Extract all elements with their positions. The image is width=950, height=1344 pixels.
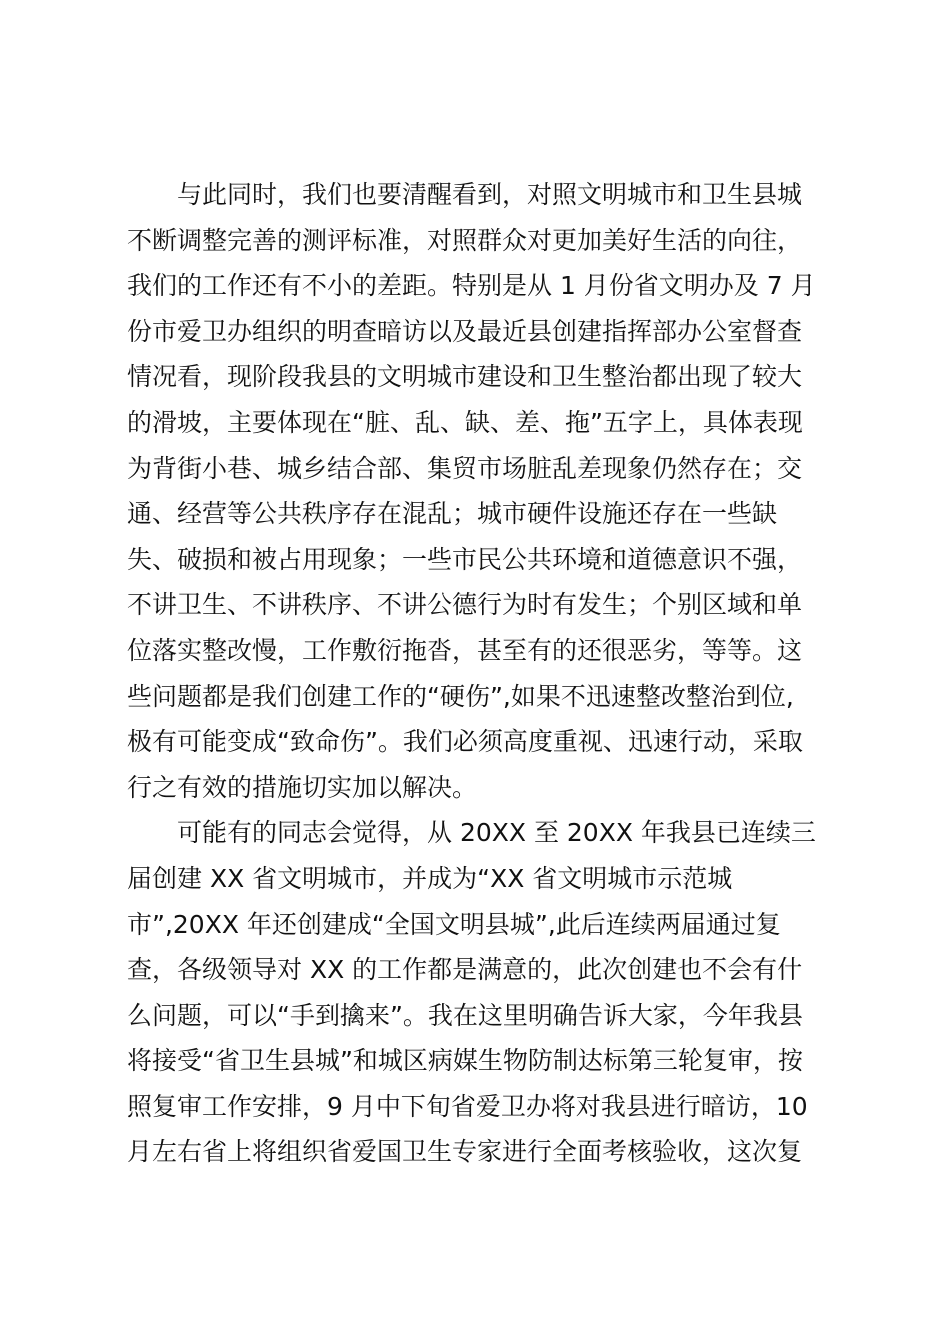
paragraph-2 (127, 810, 827, 1175)
text-line: 可能有的同志会觉得，从 20XX 至 20XX 年我县已连续三 (177, 818, 816, 848)
text-line: 不断调整完善的测评标准，对照群众对更加美好生活的向往， (127, 225, 803, 255)
text-line: 照复审工作安排，9 月中下旬省爱卫办将对我县进行暗访，10 (127, 1091, 808, 1121)
text-line: 通、经营等公共秩序存在混乱；城市硬件设施还存在一些缺 (127, 499, 778, 529)
text-line: 的滑坡，主要体现在“脏、乱、缺、差、拖”五字上，具体表现 (127, 407, 803, 437)
text-line: 市”,20XX 年还创建成“全国文明县城”,此后连续两届通过复 (127, 909, 781, 939)
text-line: 不讲卫生、不讲秩序、不讲公德行为时有发生；个别区域和单 (127, 590, 803, 620)
text-line: 我们的工作还有不小的差距。特别是从 1 月份省文明办及 7 月 (127, 271, 816, 301)
paragraph-1 (127, 172, 827, 810)
text-line: 届创建 XX 省文明城市，并成为“XX 省文明城市示范城 (127, 863, 733, 893)
text-line: 情况看，现阶段我县的文明城市建设和卫生整治都出现了较大 (127, 362, 803, 392)
text-line: 份市爱卫办组织的明查暗访以及最近县创建指挥部办公室督查 (127, 316, 803, 346)
text-line: 为背街小巷、城乡结合部、集贸市场脏乱差现象仍然存在；交 (127, 453, 803, 483)
text-line: 与此同时，我们也要清醒看到，对照文明城市和卫生县城 (177, 180, 803, 209)
text-line: 些问题都是我们创建工作的“硬伤”,如果不迅速整改整治到位, (127, 681, 794, 711)
text-line: 行之有效的措施切实加以解决。 (127, 772, 478, 802)
text-line: 失、破损和被占用现象；一些市民公共环境和道德意识不强， (127, 544, 803, 574)
text-line: 月左右省上将组织省爱国卫生专家进行全面考核验收，这次复 (127, 1137, 803, 1167)
text-line: 极有可能变成“致命伤”。我们必须高度重视、迅速行动，采取 (127, 727, 803, 757)
text-line: 位落实整改慢，工作敷衍拖沓，甚至有的还很恶劣，等等。这 (127, 635, 803, 665)
text-line: 将接受“省卫生县城”和城区病媒生物防制达标第三轮复审，按 (127, 1046, 803, 1076)
text-line: 查，各级领导对 XX 的工作都是满意的，此次创建也不会有什 (127, 955, 803, 985)
text-line: 么问题，可以“手到擒来”。我在这里明确告诉大家，今年我县 (127, 1000, 803, 1030)
body-text (127, 172, 827, 1175)
